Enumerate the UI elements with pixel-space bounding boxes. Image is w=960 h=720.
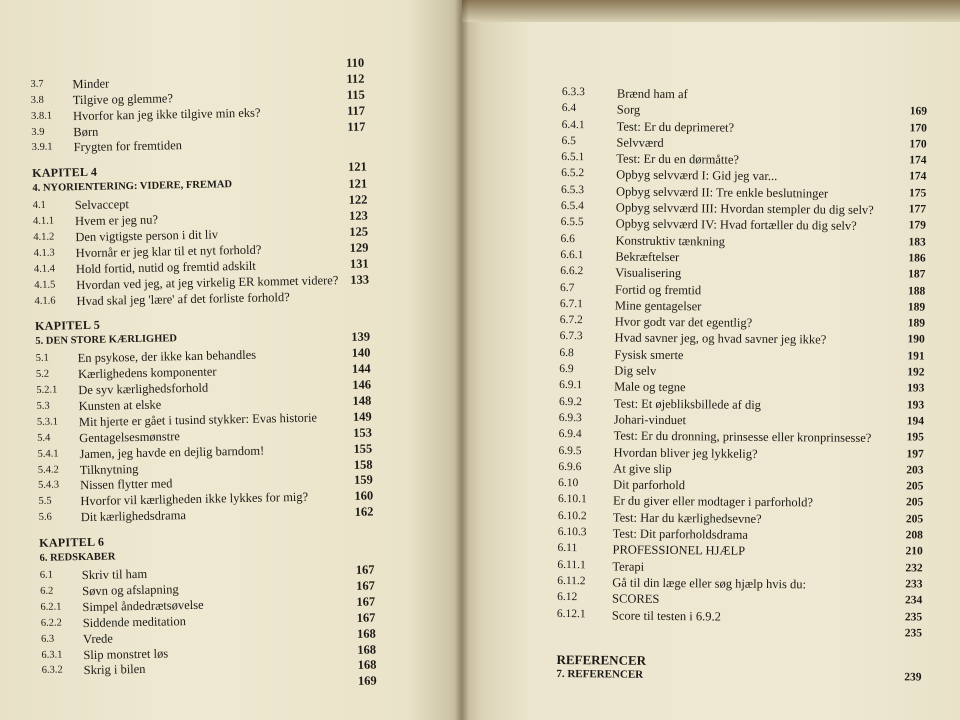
toc-entry-title: Terapi <box>612 559 645 574</box>
toc-entry-page: 203 <box>906 464 924 477</box>
toc-entry-page: 146 <box>352 377 372 393</box>
toc-entry-title: Test: Dit parforholdsdrama <box>612 526 748 542</box>
toc-entry-page: 239 <box>904 671 922 684</box>
toc-entry-page: 183 <box>908 236 926 249</box>
toc-entry-number: 6.6.1 <box>560 248 584 262</box>
toc-entry-title: Frygten for fremtiden <box>73 138 183 155</box>
toc-entry-number: 6.5.4 <box>560 200 584 213</box>
toc-entry-number: 6.8 <box>559 346 574 359</box>
toc-entry-page: 194 <box>906 415 925 428</box>
toc-entry-title: De syv kærlighedsforhold <box>78 380 209 398</box>
left-book-page <box>0 0 462 720</box>
toc-entry-title: Hvorfor vil kærligheden ikke lykkes for mig? <box>80 490 309 509</box>
toc-entry-number: 6.9.3 <box>558 411 582 425</box>
toc-entry-title: Gentagelsesmønstre <box>79 429 181 445</box>
toc-entry-title: Mine gentagelser <box>614 298 702 314</box>
toc-entry-page: 155 <box>353 441 373 456</box>
toc-entry-number: 6.9 <box>559 363 574 376</box>
toc-entry-number: 5.4.3 <box>38 480 60 492</box>
toc-entry-title: Opbyg selvværd I: Gid jeg var... <box>616 168 778 184</box>
toc-entry-title: Visualisering <box>615 265 682 281</box>
toc-entry-number: 3.9.1 <box>31 142 53 154</box>
toc-entry-page: 189 <box>907 301 926 314</box>
toc-entry-title: Score til testen i 6.9.2 <box>611 608 722 624</box>
toc-entry-page: 153 <box>353 425 373 440</box>
toc-entry-number: 6.5.2 <box>561 167 585 180</box>
toc-entry-page: 191 <box>907 350 925 363</box>
toc-entry-title: Test: Har du kærlighedsevne? <box>612 510 762 526</box>
toc-entry-title: Slip monstret løs <box>83 645 169 662</box>
toc-entry-number: 5.4.2 <box>37 464 59 476</box>
toc-entry-page: 192 <box>907 366 925 379</box>
toc-entry-number: 3.8 <box>30 94 44 106</box>
toc-entry-number: 6.5.5 <box>560 216 584 229</box>
toc-entry-number: 6.12 <box>557 591 578 604</box>
toc-entry-page: 195 <box>906 431 924 444</box>
toc-entry-number: 3.8.1 <box>30 110 53 122</box>
toc-entry-number: 4.1.6 <box>34 295 56 307</box>
toc-entry-number: 6.9.6 <box>558 460 582 474</box>
right-table-of-contents <box>556 86 960 692</box>
toc-entry-number: 6.4.1 <box>561 118 585 131</box>
toc-entry-number: 6.11.2 <box>557 574 586 588</box>
toc-entry-page: 193 <box>907 382 925 395</box>
toc-entry-page: 193 <box>906 398 925 412</box>
toc-entry-number: 6.10.3 <box>557 525 587 539</box>
toc-entry-title: Vrede <box>82 631 114 646</box>
toc-entry-page: 169 <box>357 673 377 689</box>
toc-entry-title: 5. DEN STORE KÆRLIGHED <box>35 333 178 348</box>
toc-entry-title: Søvn og afslapning <box>82 582 179 599</box>
toc-entry-title: Hold fortid, nutid og fremtid adskilt <box>75 258 256 276</box>
toc-entry-number: 6.9.4 <box>558 428 582 441</box>
toc-entry-number: 6.10.1 <box>557 493 587 506</box>
toc-entry-page: 234 <box>905 594 923 607</box>
toc-entry-page: 123 <box>348 208 368 224</box>
toc-entry-number: 6.2.2 <box>40 617 62 629</box>
right-book-page <box>462 0 960 720</box>
toc-entry-number: 6.12.1 <box>556 607 586 620</box>
toc-entry-page: 167 <box>355 562 375 577</box>
toc-entry-number: 6.9.2 <box>558 395 583 408</box>
toc-entry-number: 6.7.3 <box>559 330 583 343</box>
toc-entry-page: 160 <box>354 488 374 504</box>
toc-entry-page: 169 <box>909 105 928 118</box>
toc-entry-page: 190 <box>907 333 925 346</box>
toc-entry-number: 6.3 <box>40 633 55 645</box>
toc-entry-title: Opbyg selvværd IV: Hvad fortæller du dig selv? <box>615 216 857 234</box>
toc-entry-page: 232 <box>905 561 923 575</box>
toc-entry-number: 6.5.3 <box>560 183 585 196</box>
toc-entry-title: Hvornår er jeg klar til et nyt forhold? <box>75 242 262 261</box>
toc-entry-number: 5.1 <box>35 353 49 365</box>
toc-entry-page: 174 <box>909 170 927 183</box>
toc-entry-title: Fortid og fremtid <box>614 282 702 297</box>
toc-entry-page: 175 <box>908 187 927 200</box>
toc-entry-number: 6.9.1 <box>559 379 583 392</box>
toc-entry-title: Male og tegne <box>614 379 686 395</box>
toc-entry-title: Kærlighedens komponenter <box>77 364 217 382</box>
toc-entry-number: 6.11.1 <box>557 558 586 571</box>
toc-entry-title: Dit kærlighedsdrama <box>80 508 187 525</box>
toc-entry-title: Hvordan bliver jeg lykkelig? <box>613 445 758 461</box>
toc-entry-page: 122 <box>348 192 368 208</box>
left-table-of-contents <box>30 55 402 696</box>
toc-entry-page: 235 <box>904 627 923 640</box>
toc-entry-page: 210 <box>905 545 923 558</box>
toc-entry-number: 6.10.2 <box>557 509 587 522</box>
toc-entry-page: 121 <box>348 176 368 192</box>
toc-entry-title: SCORES <box>612 591 660 607</box>
toc-entry-page: 148 <box>352 393 372 408</box>
toc-entry-page: 167 <box>356 594 376 609</box>
toc-entry-title: Test: Er du deprimeret? <box>616 119 735 135</box>
toc-entry-number: 3.7 <box>30 78 44 90</box>
toc-entry-number: 5.3 <box>36 400 50 412</box>
toc-entry-number: 6.9.5 <box>558 444 582 457</box>
toc-entry-title: Hvorfor kan jeg ikke tilgive min eks? <box>72 105 261 123</box>
toc-entry-title: Selvaccept <box>74 197 130 213</box>
toc-entry-title: KAPITEL 6 <box>39 534 105 551</box>
toc-entry-title: Nissen flytter med <box>80 476 173 493</box>
toc-entry-page: 158 <box>353 457 373 472</box>
toc-entry-number: 5.4 <box>37 432 51 444</box>
toc-entry-number: 6.7.2 <box>559 314 583 327</box>
toc-entry-page: 208 <box>905 529 924 542</box>
toc-entry-page: 149 <box>352 409 372 424</box>
toc-entry-number: 4.1.3 <box>33 247 55 259</box>
toc-entry-number: 5.5 <box>38 496 52 508</box>
toc-entry-title: Siddende meditation <box>82 613 187 630</box>
toc-entry-title: Dit parforhold <box>613 477 686 493</box>
toc-entry-title: Børn <box>73 124 99 139</box>
toc-entry-title: Fysisk smerte <box>614 347 684 362</box>
toc-entry-title: Simpel åndedrætsøvelse <box>82 597 204 614</box>
toc-entry-title: Gå til din læge eller søg hjælp hvis du: <box>612 575 807 592</box>
toc-entry-number: 6.3.1 <box>41 648 63 661</box>
toc-entry-title: Hvad savner jeg, og hvad savner jeg ikke? <box>614 330 827 348</box>
toc-entry-page: 167 <box>356 610 376 625</box>
toc-entry-title: Kunsten at elske <box>78 397 162 414</box>
toc-entry-title: Skrig i bilen <box>83 662 146 678</box>
toc-entry-number: 6.5.1 <box>561 151 585 164</box>
toc-entry-title: Mit hjerte er gået i tusind stykker: Evas historie <box>78 410 318 430</box>
toc-entry-title: Skriv til ham <box>81 566 148 583</box>
toc-entry-page: 162 <box>354 504 374 520</box>
toc-entry-page: 197 <box>906 447 924 461</box>
toc-entry-page: 133 <box>350 272 370 287</box>
toc-entry-title: KAPITEL 5 <box>34 318 101 334</box>
toc-entry-page: 205 <box>905 496 924 509</box>
toc-entry-number: 6.10 <box>558 477 579 490</box>
toc-section-heading <box>556 668 960 692</box>
toc-entry-title: Hvordan ved jeg, at jeg virkelig ER kommet videre? <box>76 272 339 292</box>
toc-entry-title: Hvem er jeg nu? <box>74 212 159 229</box>
toc-entry-page: 112 <box>346 71 365 86</box>
toc-entry-page: 115 <box>346 87 365 102</box>
toc-entry-number: 6.7 <box>560 281 575 294</box>
toc-entry-title: 6. REDSKABER <box>39 551 116 565</box>
toc-entry-title: Test: Er du dronning, prinsesse eller kronprinsesse? <box>613 428 872 446</box>
toc-entry-number: 6.11 <box>557 542 578 555</box>
toc-entry-page: 174 <box>909 154 927 167</box>
toc-entry-number: 5.6 <box>38 511 52 524</box>
toc-entry-page: 167 <box>355 578 375 593</box>
toc-entry-number: 6.6.2 <box>560 265 584 278</box>
toc-entry-page: 168 <box>357 657 377 673</box>
toc-entry-number: 6.6 <box>560 232 575 245</box>
toc-entry-page: 110 <box>345 55 365 70</box>
toc-entry-number: 5.2 <box>35 368 50 381</box>
toc-entry-title: Tilgive og glemme? <box>72 91 174 107</box>
toc-entry-page: 168 <box>357 641 377 657</box>
toc-entry-title: Konstruktiv tænkning <box>615 233 725 249</box>
toc-entry-number: 4.1.2 <box>33 231 55 243</box>
toc-entry-title: Hvor godt var det egentlig? <box>614 314 753 330</box>
toc-entry-title: Minder <box>72 76 110 92</box>
toc-entry-title: Den vigtigste person i dit liv <box>75 227 219 245</box>
toc-entry-page: 188 <box>907 284 926 298</box>
toc-entry-title: Selvværd <box>616 135 664 150</box>
toc-entry-number: 6.5 <box>561 134 576 148</box>
toc-entry-title: Dig selv <box>614 363 657 378</box>
toc-entry-title: En psykose, der ikke kan behandles <box>77 348 257 366</box>
toc-entry-page: 131 <box>349 256 369 271</box>
toc-entry-number: 4.1.4 <box>33 263 56 275</box>
toc-entry-page: 159 <box>353 472 373 488</box>
toc-entry-page: 177 <box>908 203 927 216</box>
toc-entry-title: Opbyg selvværd III: Hvordan stempler du dig selv? <box>615 200 874 218</box>
toc-entry-title: KAPITEL 4 <box>32 165 98 181</box>
toc-entry-page: 117 <box>346 103 366 118</box>
toc-entry-title: Er du giver eller modtager i parforhold? <box>612 493 813 510</box>
toc-entry-title: PROFESSIONEL HJÆLP <box>612 542 746 559</box>
toc-entry-title: 4. NYORIENTERING: VIDERE, FREMAD <box>32 179 233 195</box>
toc-entry-page: 187 <box>908 268 926 281</box>
toc-entry-number: 6.2.1 <box>40 601 62 613</box>
toc-entry-page: 170 <box>909 121 927 135</box>
toc-entry-number: 6.2 <box>40 585 54 597</box>
toc-entry-number: 6.4 <box>561 102 577 115</box>
toc-entry-title: Sorg <box>616 102 641 118</box>
toc-entry-title: Bekræftelser <box>615 249 680 265</box>
toc-entry-page: 168 <box>356 626 376 641</box>
toc-entry-title: Test: Et øjebliksbillede af dig <box>613 396 762 412</box>
toc-entry-page: 205 <box>905 513 924 526</box>
toc-entry-title: Johari-vinduet <box>613 412 687 428</box>
toc-entry-page: 129 <box>349 240 369 255</box>
toc-entry-number: 4.1.5 <box>34 279 56 291</box>
toc-entry-number: 6.3.2 <box>41 664 63 677</box>
toc-entry-number: 5.4.1 <box>37 448 59 460</box>
toc-entry-page: 205 <box>906 480 924 493</box>
toc-entry-page: 186 <box>908 252 926 265</box>
toc-entry-page: 121 <box>347 159 367 175</box>
toc-entry-number: 5.2.1 <box>36 384 58 397</box>
toc-entry-title: Test: Er du en dørmåtte? <box>616 151 740 167</box>
toc-entry-page: 140 <box>351 345 371 361</box>
toc-entry-title: Hvad skal jeg 'lære' af det forliste forhold? <box>76 289 290 308</box>
toc-entry-title: Brænd ham af <box>616 86 688 102</box>
book-gutter <box>455 0 469 720</box>
toc-entry-page: 179 <box>908 219 926 232</box>
toc-entry-page: 144 <box>351 361 371 377</box>
toc-entry-number: 6.1 <box>39 569 54 581</box>
toc-entry-number: 4.1.1 <box>32 215 55 228</box>
toc-entry-title: At give slip <box>613 461 672 476</box>
toc-entry-page: 125 <box>349 224 369 239</box>
toc-entry-title: Jamen, jeg havde en dejlig barndom! <box>79 443 265 461</box>
toc-entry-title: Opbyg selvværd II: Tre enkle beslutninger <box>615 184 829 201</box>
toc-entry-number: 5.3.1 <box>36 416 59 428</box>
toc-entry-number: 3.9 <box>31 126 45 138</box>
toc-entry-title: REFERENCER <box>556 652 647 668</box>
toc-entry-page: 139 <box>351 329 371 345</box>
toc-entry-page: 117 <box>347 119 366 134</box>
toc-entry-title: 7. REFERENCER <box>556 668 644 682</box>
toc-entry-page: 189 <box>907 317 926 330</box>
page-top-edge <box>462 0 960 22</box>
toc-entry-page: 170 <box>909 138 927 151</box>
toc-entry-page: 233 <box>905 578 923 591</box>
toc-entry-number: 4.1 <box>32 199 46 212</box>
toc-entry-title: Tilknytning <box>79 461 139 477</box>
toc-entry-number: 6.7.1 <box>559 297 583 311</box>
toc-entry-page: 235 <box>904 610 923 623</box>
toc-entry-number: 6.3.3 <box>561 86 585 99</box>
